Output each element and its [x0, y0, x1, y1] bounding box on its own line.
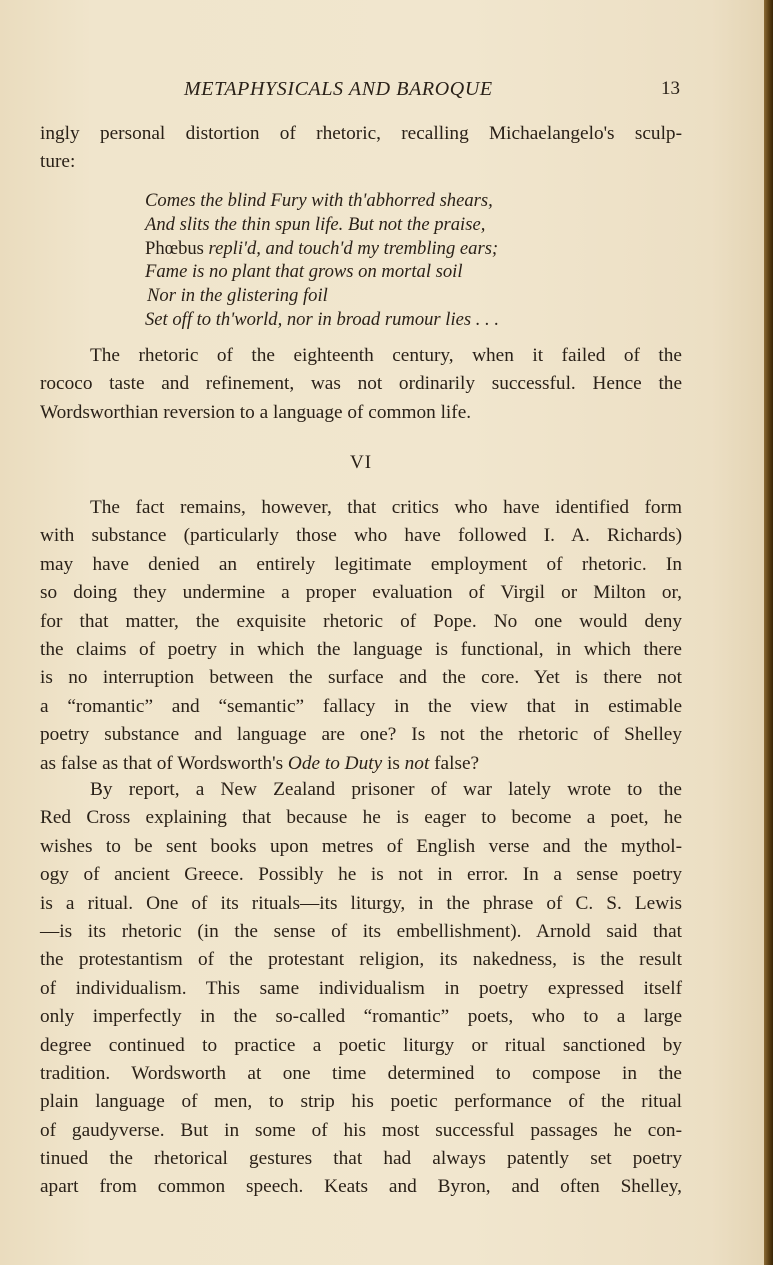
- text-line: poetry substance and language are one? Is not the rhetoric of Shelley: [40, 724, 682, 746]
- verse-line: [145, 237, 499, 261]
- text-line: Red Cross explaining that because he is eager to become a poet, he: [40, 807, 682, 829]
- text-line: the protestantism of the protestant religion, its nakedness, is the result: [40, 949, 682, 971]
- text-line: a “romantic” and “semantic” fallacy in the view that in estimable: [40, 695, 682, 717]
- text-line: By report, a New Zealand prisoner of war lately wrote to the: [90, 779, 682, 800]
- text-line: —is its rhetoric (in the sense of its embellishment). Arnold said that: [40, 920, 682, 942]
- text-segment: is: [382, 752, 405, 774]
- paragraph-3: [40, 776, 682, 1202]
- text-line: so doing they undermine a proper evaluation of Virgil or Milton or,: [40, 582, 682, 604]
- text-line: the claims of poetry in which the language is functional, in which there: [40, 638, 682, 660]
- verse-word-roman: Phœbus: [145, 237, 204, 259]
- text-line: is a ritual. One of its rituals—its liturgy, in the phrase of C. S. Lewis: [40, 892, 682, 914]
- verse-quotation: [145, 189, 499, 332]
- text-line: rococo taste and refinement, was not ordinarily successful. Hence the: [40, 373, 682, 395]
- text-line: tinued the rhetorical gestures that had always patently set poetry: [40, 1148, 682, 1170]
- section-heading: VI: [349, 452, 373, 473]
- text-line: is no interruption between the surface and the core. Yet is there not: [40, 667, 682, 689]
- paragraph-1: [40, 342, 682, 427]
- verse-line: Comes the blind Fury with th'abhorred shears,: [145, 190, 493, 211]
- text-line: of individualism. This same individualism in poetry expressed itself: [40, 977, 682, 999]
- text-line: Wordsworthian reversion to a language of common life.: [40, 401, 472, 423]
- text-line: The rhetoric of the eighteenth century, when it failed of the: [90, 345, 682, 366]
- text-line: ingly personal distortion of rhetoric, recalling Michaelangelo's sculp-: [40, 123, 682, 144]
- text-line: ture:: [40, 151, 76, 173]
- text-line: of gaudyverse. But in some of his most successful passages he con-: [40, 1119, 682, 1141]
- running-head: METAPHYSICALS AND BAROQUE: [184, 78, 493, 100]
- work-title: Ode to Duty: [287, 752, 383, 774]
- text-line: The fact remains, however, that critics who have identified form: [90, 497, 682, 518]
- book-spine-edge: [764, 0, 773, 1265]
- text-line: wishes to be sent books upon metres of English verse and the mythol-: [40, 835, 682, 857]
- text-line: degree continued to practice a poetic liturgy or ritual sanctioned by: [40, 1034, 682, 1056]
- page-header: [40, 78, 680, 108]
- verse-line: And slits the thin spun life. But not the praise,: [145, 213, 486, 235]
- text-segment: as false as that of Wordsworth's: [40, 752, 288, 774]
- text-line: tradition. Wordsworth at one time determined to compose in the: [40, 1062, 682, 1084]
- verse-line-rest: repli'd, and touch'd my trembling ears;: [203, 237, 499, 259]
- text-line: apart from common speech. Keats and Byron, and often Shelley,: [40, 1176, 682, 1198]
- text-line: [40, 750, 682, 778]
- text-line: may have denied an entirely legitimate employment of rhetoric. In: [40, 553, 682, 575]
- text-line: ogy of ancient Greece. Possibly he is not in error. In a sense poetry: [40, 864, 682, 886]
- emphasis: not: [404, 752, 430, 774]
- text-line: with substance (particularly those who have followed I. A. Richards): [40, 525, 682, 547]
- text-line: only imperfectly in the so-called “romantic” poets, who to a large: [40, 1006, 682, 1028]
- text-line: for that matter, the exquisite rhetoric of Pope. No one would deny: [40, 610, 682, 632]
- intro-paragraph: [40, 120, 682, 177]
- verse-line: Nor in the glistering foil: [147, 285, 328, 307]
- verse-line: Fame is no plant that grows on mortal soil: [145, 261, 463, 283]
- verse-line: Set off to th'world, nor in broad rumour lies . . .: [145, 308, 500, 330]
- page-number: 13: [661, 78, 680, 99]
- text-line: plain language of men, to strip his poetic performance of the ritual: [40, 1091, 682, 1113]
- paragraph-2: [40, 494, 682, 778]
- text-segment: false?: [429, 752, 480, 774]
